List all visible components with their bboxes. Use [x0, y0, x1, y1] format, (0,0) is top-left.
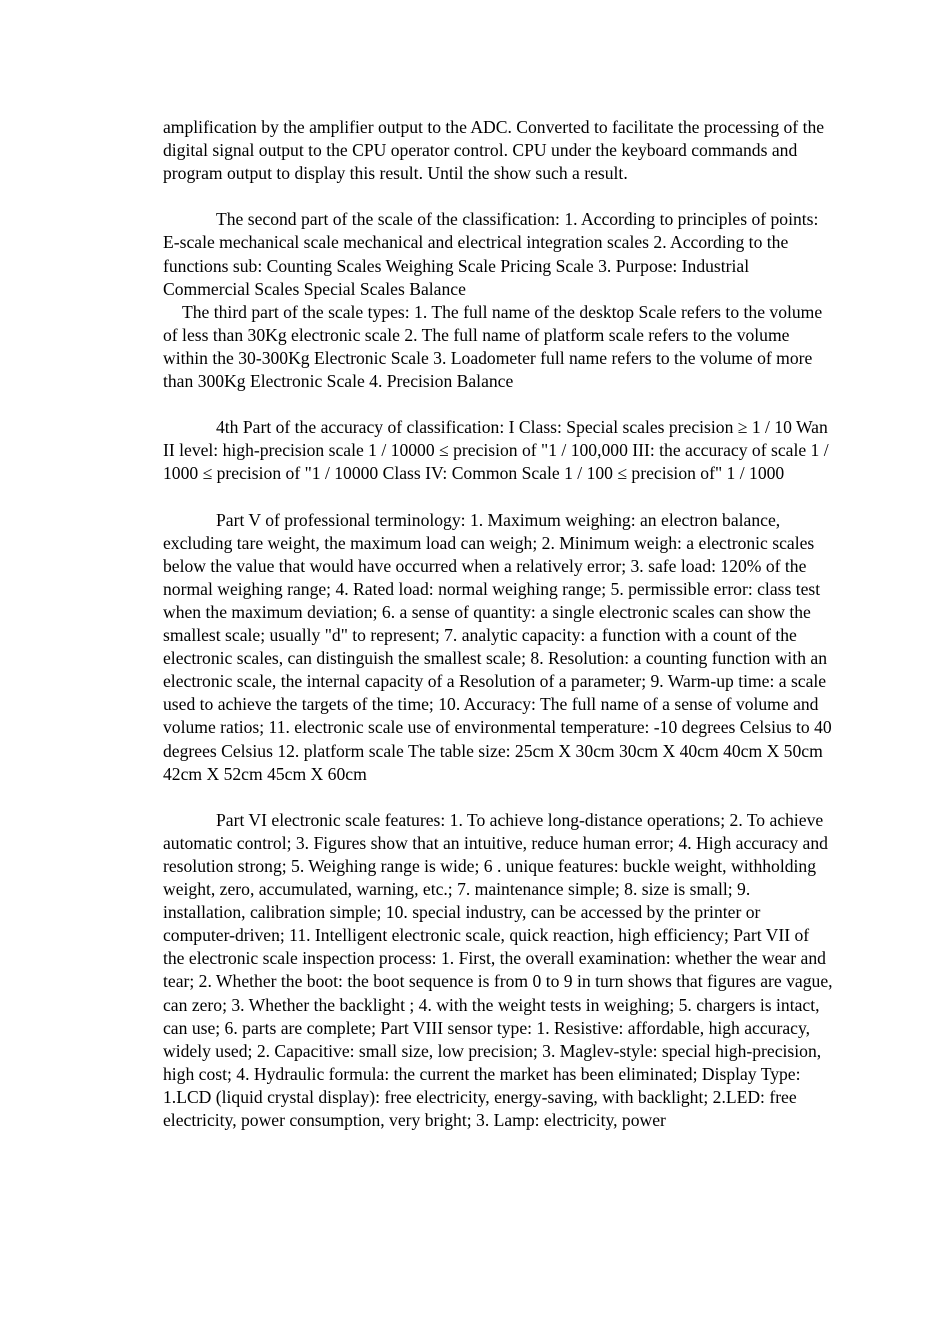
paragraph-classification: The second part of the scale of the classification: 1. According to principles of points: E-scale mechanical scale mechanical and electrical integration scales 2. According to the functions sub: Counting Scales Weighing Scale Pricing Scale 3. Purpose: Industrial Commercial Scales Special Scales Balance — [163, 209, 819, 299]
paragraph-spacer — [163, 486, 835, 509]
paragraph-intro-continuation: amplification by the amplifier output to the ADC. Converted to facilitate the processing of the digital signal output to the CPU operator control. CPU under the keyboard commands and program output to display this result. Until the show such a result. — [163, 117, 825, 184]
document-page — [163, 116, 835, 1132]
paragraph-accuracy-classification: 4th Part of the accuracy of classification: I Class: Special scales precision ≥ 1 / 10 Wan II level: high-precision scale 1 / 10000 ≤ precision of "1 / 100,000 III: the accuracy of scale 1 / 1000 ≤ precision of "1 / 10000 Class IV: Common Scale 1 / 100 ≤ precision of" 1 / 1000 — [163, 417, 829, 484]
paragraph-spacer — [163, 786, 835, 809]
paragraph-features: Part VI electronic scale features: 1. To achieve long-distance operations; 2. To achieve automatic control; 3. Figures show that an intuitive, reduce human error; 4. High accuracy and resolution strong; 5. Weighing range is wide; 6 . unique features: buckle weight, withholding weight, zero, accumulated, warning, etc.; 7. maintenance simple; 8. size is small; 9. installation, calibration simple; 10. special industry, can be accessed by the printer or computer-driven; 11. Intelligent electronic scale, quick reaction, high efficiency; Part VII of the electronic scale inspection process: 1. First, the overall examination: whether the wear and tear; 2. Whether the boot: the boot sequence is from 0 to 9 in turn shows that figures are vague, can zero; 3. Whether the backlight ; 4. with the weight tests in weighing; 5. chargers is intact, can use; 6. parts are complete; Part VIII sensor type: 1. Resistive: affordable, high accuracy, widely used; 2. Capacitive: small size, low precision; 3. Maglev-style: special high-precision, high cost; 4. Hydraulic formula: the current the market has been eliminated; Display Type: 1.LCD (liquid crystal display): free electricity, energy-saving, with backlight; 2.LED: free electricity, power consumption, very bright; 3. Lamp: electricity, power — [163, 809, 833, 1131]
paragraph-spacer — [163, 185, 835, 208]
paragraph-scale-types: The third part of the scale types: 1. The full name of the desktop Scale refers to the volume of less than 30Kg electronic scale 2. The full name of platform scale refers to the volume within the 30-300Kg Electronic Scale 3. Loadometer full name refers to the volume of more than 300Kg Electronic Scale 4. Precision Balance — [163, 301, 823, 392]
paragraph-spacer — [163, 393, 835, 416]
paragraph-terminology: Part V of professional terminology: 1. Maximum weighing: an electron balance, excluding tare weight, the maximum load can weigh; 2. Minimum weigh: a electronic scales below the value that would have occurred when a relatively error; 3. safe load: 120% of the normal weighing range; 4. Rated load: normal weighing range; 5. permissible error: class test when the maximum deviation; 6. a sense of quantity: a single electronic scales can show the smallest scale; usually "d" to represent; 7. analytic capacity: a function with a count of the electronic scales, can distinguish the smallest scale; 8. Resolution: a counting function with an electronic scale, the internal capacity of a Resolution of a parameter; 9. Warm-up time: a scale used to achieve the targets of the time; 10. Accuracy: The full name of a sense of volume and volume ratios; 11. electronic scale use of environmental temperature: -10 degrees Celsius to 40 degrees Celsius 12. platform scale The table size: 25cm X 30cm 30cm X 40cm 40cm X 50cm 42cm X 52cm 45cm X 60cm — [163, 509, 832, 784]
